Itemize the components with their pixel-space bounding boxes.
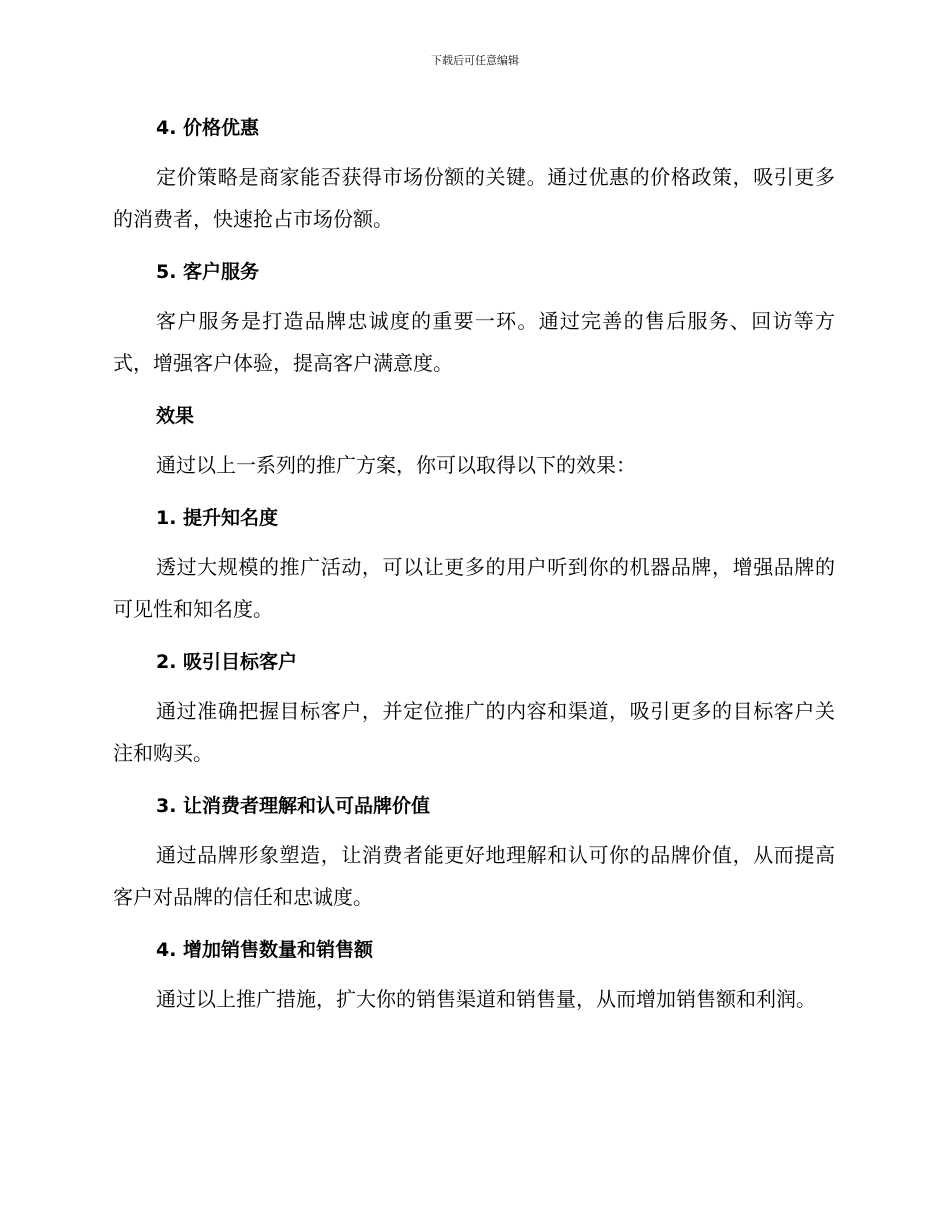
section-heading-target-customers: 2. 吸引目标客户 [156,651,298,673]
section-heading-sales-increase: 4. 增加销售数量和销售额 [156,939,374,961]
document-body [113,110,835,1020]
section-heading-price-discount: 4. 价格优惠 [156,117,260,139]
section-heading-effects: 效果 [156,405,195,427]
section-paragraph-brand-value: 通过品牌形象塑造，让消费者能更好地理解和认可你的品牌价值，从而提高客户对品牌的信任和忠诚度。 [113,843,835,909]
section-paragraph-sales-increase: 通过以上推广措施，扩大你的销售渠道和销售量，从而增加销售额和利润。 [156,987,816,1011]
section-paragraph-awareness: 透过大规模的推广活动，可以让更多的用户听到你的机器品牌，增强品牌的可见性和知名度。 [113,555,835,621]
section-paragraph-price-discount: 定价策略是商家能否获得市场份额的关键。通过优惠的价格政策，吸引更多的消费者，快速抢占市场份额。 [113,165,835,231]
section-heading-brand-value: 3. 让消费者理解和认可品牌价值 [156,795,431,817]
section-heading-customer-service: 5. 客户服务 [156,261,260,283]
section-heading-awareness: 1. 提升知名度 [156,507,279,529]
section-paragraph-customer-service: 客户服务是打造品牌忠诚度的重要一环。通过完善的售后服务、回访等方式，增强客户体验，提高客户满意度。 [113,309,835,375]
page-header: 下载后可任意编辑 [431,54,519,67]
section-paragraph-target-customers: 通过准确把握目标客户，并定位推广的内容和渠道，吸引更多的目标客户关注和购买。 [113,699,835,765]
section-paragraph-effects: 通过以上一系列的推广方案，你可以取得以下的效果： [156,453,636,477]
